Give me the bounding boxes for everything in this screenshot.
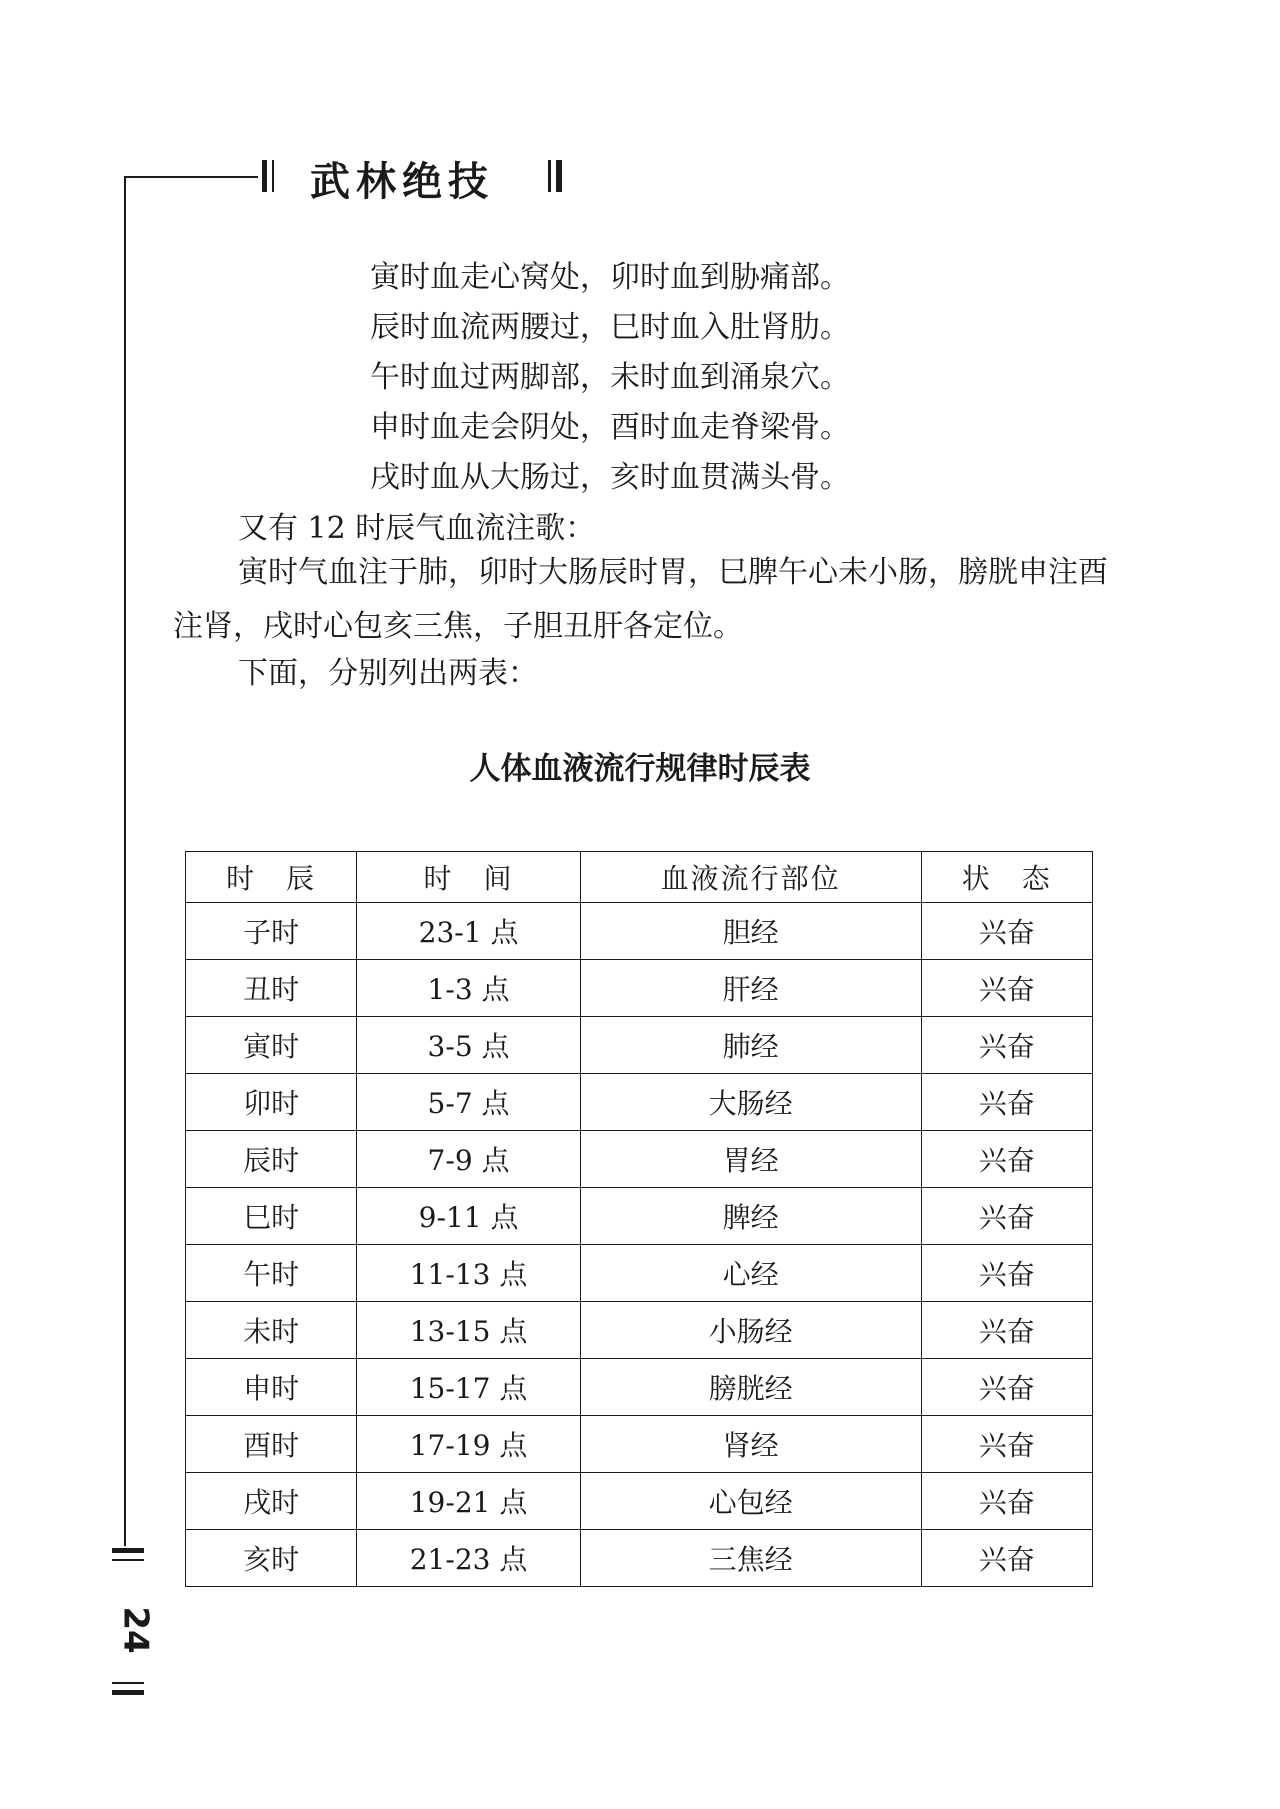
lead-paragraph: 下面，分别列出两表： [238,656,538,691]
page-number: 24 [115,1606,156,1654]
running-header-title: 武林绝技 [310,159,494,205]
cell-period: 酉时 [186,1416,357,1473]
cell-hours: 17-19 点 [357,1416,580,1473]
footer-bar-bottom-thin [112,1682,144,1684]
cell-hours: 23-1 点 [357,903,580,960]
table-row [186,1302,1093,1359]
table-row [186,1416,1093,1473]
cell-meridian: 大肠经 [580,1074,921,1131]
verse-line: 寅时血走心窝处，卯时血到胁痛部。 [370,260,850,295]
verse-line: 申时血走会阴处，酉时血走脊梁骨。 [370,410,850,445]
table-row [186,903,1093,960]
table-header-row [186,852,1093,903]
cell-period: 丑时 [186,960,357,1017]
cell-hours: 5-7 点 [357,1074,580,1131]
cell-state: 兴奋 [921,960,1092,1017]
cell-hours: 3-5 点 [357,1017,580,1074]
header-bar-left [262,160,267,192]
cell-meridian: 膀胱经 [580,1359,921,1416]
cell-period: 寅时 [186,1017,357,1074]
cell-meridian: 肾经 [580,1416,921,1473]
column-header: 时 辰 [186,852,357,903]
cell-state: 兴奋 [921,1302,1092,1359]
cell-period: 申时 [186,1359,357,1416]
cell-period: 辰时 [186,1131,357,1188]
footer-bar-top-thick [112,1548,144,1553]
cell-hours: 11-13 点 [357,1245,580,1302]
cell-state: 兴奋 [921,1416,1092,1473]
cell-state: 兴奋 [921,1188,1092,1245]
cell-hours: 7-9 点 [357,1131,580,1188]
cell-state: 兴奋 [921,1359,1092,1416]
margin-rule [124,176,126,1546]
cell-meridian: 肺经 [580,1017,921,1074]
cell-hours: 21-23 点 [357,1530,580,1587]
cell-period: 未时 [186,1302,357,1359]
header-rule [124,176,258,178]
table-row [186,960,1093,1017]
cell-period: 巳时 [186,1188,357,1245]
cell-state: 兴奋 [921,1473,1092,1530]
table-row [186,1530,1093,1587]
cell-hours: 9-11 点 [357,1188,580,1245]
cell-meridian: 心经 [580,1245,921,1302]
column-header: 时 间 [357,852,580,903]
cell-meridian: 胆经 [580,903,921,960]
column-header: 血液流行部位 [580,852,921,903]
cell-period: 卯时 [186,1074,357,1131]
verse-line: 午时血过两脚部，未时血到涌泉穴。 [370,360,850,395]
table-title: 人体血液流行规律时辰表 [469,751,811,787]
table-row [186,1131,1093,1188]
cell-state: 兴奋 [921,903,1092,960]
cell-meridian: 肝经 [580,960,921,1017]
intro-paragraph: 又有 12 时辰气血流注歌： [238,511,596,546]
schedule-table [185,851,1093,1587]
cell-period: 子时 [186,903,357,960]
cell-hours: 13-15 点 [357,1302,580,1359]
column-header: 状 态 [921,852,1092,903]
cell-state: 兴奋 [921,1530,1092,1587]
cell-meridian: 三焦经 [580,1530,921,1587]
cell-meridian: 心包经 [580,1473,921,1530]
cell-meridian: 小肠经 [580,1302,921,1359]
cell-state: 兴奋 [921,1017,1092,1074]
cell-period: 亥时 [186,1530,357,1587]
cell-period: 戌时 [186,1473,357,1530]
song-paragraph: 寅时气血注于肺，卯时大肠辰时胃，巳脾午心未小肠，膀胱申注酉注肾，戌时心包亥三焦，子胆丑肝各定位。 [173,555,1108,644]
header-bar-right-thick [556,160,562,192]
table-row [186,1473,1093,1530]
table-row [186,1359,1093,1416]
table-row [186,1074,1093,1131]
table-row [186,1017,1093,1074]
cell-hours: 15-17 点 [357,1359,580,1416]
cell-meridian: 胃经 [580,1131,921,1188]
cell-state: 兴奋 [921,1074,1092,1131]
cell-period: 午时 [186,1245,357,1302]
cell-state: 兴奋 [921,1245,1092,1302]
verse-line: 辰时血流两腰过，巳时血入肚肾肋。 [370,310,850,345]
cell-meridian: 脾经 [580,1188,921,1245]
table-row [186,1245,1093,1302]
header-bar-left-thin [272,160,274,192]
table-row [186,1188,1093,1245]
footer-bar-top-thin [112,1559,144,1561]
verse-line: 戌时血从大肠过，亥时血贯满头骨。 [370,460,850,495]
cell-hours: 19-21 点 [357,1473,580,1530]
header-bar-right [548,160,551,192]
cell-state: 兴奋 [921,1131,1092,1188]
cell-hours: 1-3 点 [357,960,580,1017]
footer-bar-bottom-thick [112,1690,144,1695]
